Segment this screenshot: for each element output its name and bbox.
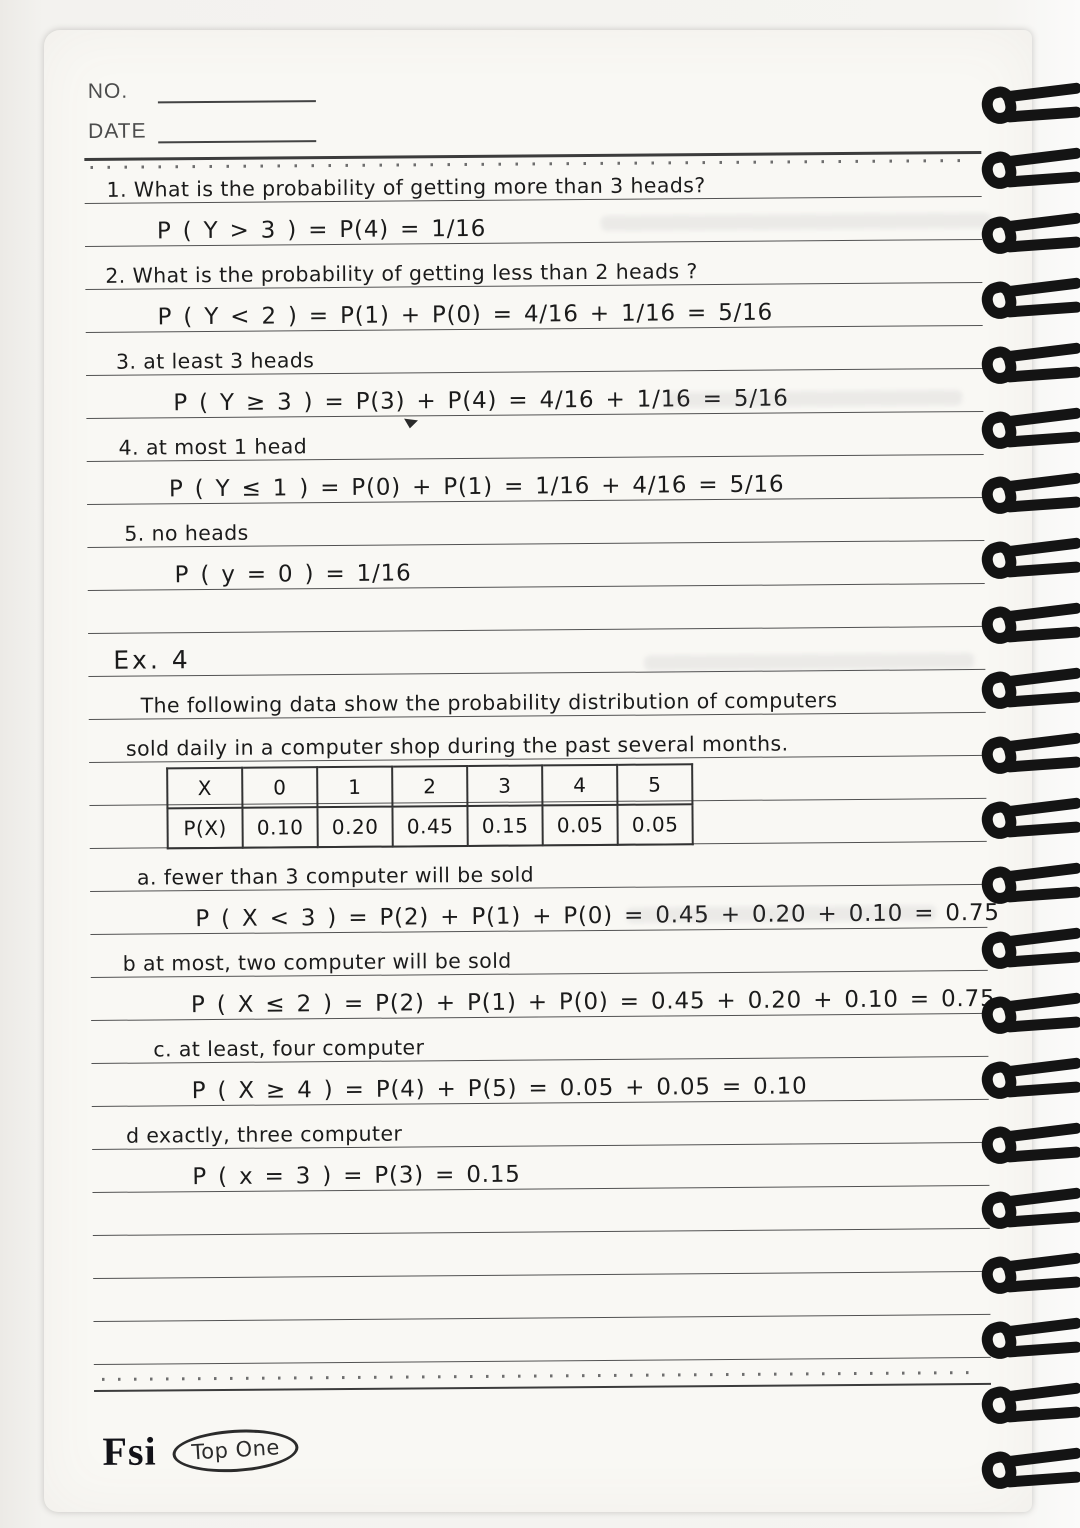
coil-wire [1002,277,1080,298]
part-solution-row [91,971,996,1021]
table-cell: X [167,768,242,809]
bottom-rule-line [94,1383,991,1392]
part-label-row [92,1100,989,1150]
coil-wire [1002,1187,1080,1208]
table-cell: 0 [242,767,317,808]
solution-1: P ( Y > 3 ) = P(4) = 1/16 [156,215,487,245]
part-solution-row [92,1143,989,1193]
bleedthrough-smudge [644,653,974,671]
table-cell: 1 [317,767,392,808]
table-cell: 4 [542,765,617,806]
solution-5: P ( y = 0 ) = 1/16 [174,560,412,589]
spiral-coil [976,858,1080,912]
spiral-coil [976,1183,1080,1237]
part-b-solution: P ( X ≤ 2 ) = P(2) + P(1) + P(0) = 0.45 + 0.20 + 0.10 = 0.75 [190,985,996,1019]
coil-wire [1002,537,1080,558]
coil-wire [1002,82,1080,103]
table-cell: 0.10 [242,807,317,848]
ruled-area [84,151,1000,1365]
question-row [86,326,983,376]
bleedthrough-smudge [626,905,936,922]
spiral-coil [976,988,1080,1042]
table-cell: 0.15 [467,805,542,846]
coil-wire [1002,927,1080,948]
coil-wire [1002,342,1080,363]
solution-row [87,541,984,591]
ruled-line-row [88,584,985,634]
spiral-coil [976,728,1080,782]
table-cell: 2 [392,766,467,807]
solution-3: P ( Y ≥ 3 ) = P(3) + P(4) = 4/16 + 1/16 = 5/16 [173,385,789,417]
coil-wire [1002,1252,1080,1273]
spiral-coil [976,923,1080,977]
question-3: 3. at least 3 heads [115,348,315,374]
dotted-margin-line [102,1371,982,1381]
date-row [88,116,316,144]
table-cell: 0.05 [617,804,692,845]
page-content [39,25,1039,1515]
solution-2: P ( Y < 2 ) = P(1) + P(0) = 4/16 + 1/16 = 5/16 [157,299,774,331]
table-cell: 5 [617,764,692,805]
page-header [88,76,317,158]
spiral-coil [976,1118,1080,1172]
no-row [88,76,316,104]
spiral-coil [976,208,1080,262]
spiral-coil [976,1053,1080,1107]
question-row [87,498,984,548]
no-blank-line [158,76,316,103]
part-d-label: d exactly, three computer [125,1121,403,1148]
coil-wire [1002,1447,1080,1468]
question-5: 5. no heads [124,520,249,546]
ruled-line-row [93,1272,990,1322]
coil-wire [1002,1382,1080,1403]
ruled-line-row [93,1229,990,1279]
bleedthrough-smudge [662,390,962,407]
spiral-coil [976,403,1080,457]
notebook-page [44,30,1032,1512]
coil-wire [1002,407,1080,428]
example-title: Ex. 4 [113,645,191,675]
table-row-x [167,764,692,808]
coil-wire [1002,472,1080,493]
top-one-stamp: Top One [171,1426,300,1476]
part-d-solution: P ( x = 3 ) = P(3) = 0.15 [192,1161,521,1191]
spiral-binding [976,0,1080,1528]
part-label-row [90,842,987,892]
coil-wire [1002,797,1080,818]
example-title-row [88,627,985,677]
table-cell: 3 [467,765,542,806]
spiral-coil [976,793,1080,847]
part-b-label: b at most, two computer will be sold [122,948,512,976]
solution-row [85,283,982,333]
ruled-line-row [93,1315,990,1365]
coil-wire [1002,602,1080,623]
example-desc-2: sold daily in a computer shop during the past several months. [125,731,789,761]
spiral-coil [976,1378,1080,1432]
question-1: 1. What is the probability of getting more than 3 heads? [106,173,706,202]
question-4: 4. at most 1 head [118,434,308,460]
part-label-row [91,1014,988,1064]
table-cell: 0.45 [392,806,467,847]
page-footer [102,1426,299,1475]
spiral-coil [976,533,1080,587]
part-a-label: a. fewer than 3 computer will be sold [136,862,535,890]
probability-table [166,763,694,849]
solution-4: P ( Y ≤ 1 ) = P(0) + P(1) = 1/16 + 4/16 = 5/16 [168,471,785,503]
date-blank-line [158,116,316,143]
table-cell: 0.05 [542,805,617,846]
coil-wire [1002,212,1080,233]
coil-wire [1002,667,1080,688]
question-2: 2. What is the probability of getting less than 2 heads ? [105,259,698,288]
part-label-row [90,928,987,978]
spiral-coil [976,468,1080,522]
no-label: NO. [87,79,129,103]
coil-wire [1002,1122,1080,1143]
table-row-px [167,804,692,848]
coil-wire [1002,732,1080,753]
question-row [86,412,983,462]
question-row [85,240,982,290]
table-cell: 0.20 [317,807,392,848]
coil-wire [1002,992,1080,1013]
table-cell: P(X) [167,808,242,849]
part-solution-row [91,1057,988,1107]
part-c-solution: P ( X ≥ 4 ) = P(4) + P(5) = 0.05 + 0.05 = 0.10 [191,1073,808,1105]
coil-wire [1002,147,1080,168]
coil-wire [1002,862,1080,883]
pen-mark [403,419,418,430]
date-label: DATE [88,119,147,143]
ruled-line-row [92,1186,989,1236]
spiral-coil [976,1443,1080,1497]
spiral-coil [976,273,1080,327]
spiral-coil [976,78,1080,132]
example-desc-row [89,713,986,763]
part-c-label: c. at least, four computer [153,1035,425,1062]
part-a-solution: P ( X < 3 ) = P(2) + P(1) + P(0) = 0.45 + 0.20 + 0.10 = 0.75 [195,899,1000,933]
coil-wire [1002,1057,1080,1078]
spiral-coil [976,598,1080,652]
brand-logo: Fsi [102,1428,157,1474]
spiral-coil [976,1313,1080,1367]
coil-wire [1002,1317,1080,1338]
example-desc-row [88,670,985,720]
bleedthrough-smudge [601,213,991,231]
spiral-coil [976,663,1080,717]
spiral-coil [976,143,1080,197]
spiral-coil [976,1248,1080,1302]
spiral-coil [976,338,1080,392]
solution-row [87,455,984,505]
example-desc-1: The following data show the probability distribution of computers [140,688,838,718]
